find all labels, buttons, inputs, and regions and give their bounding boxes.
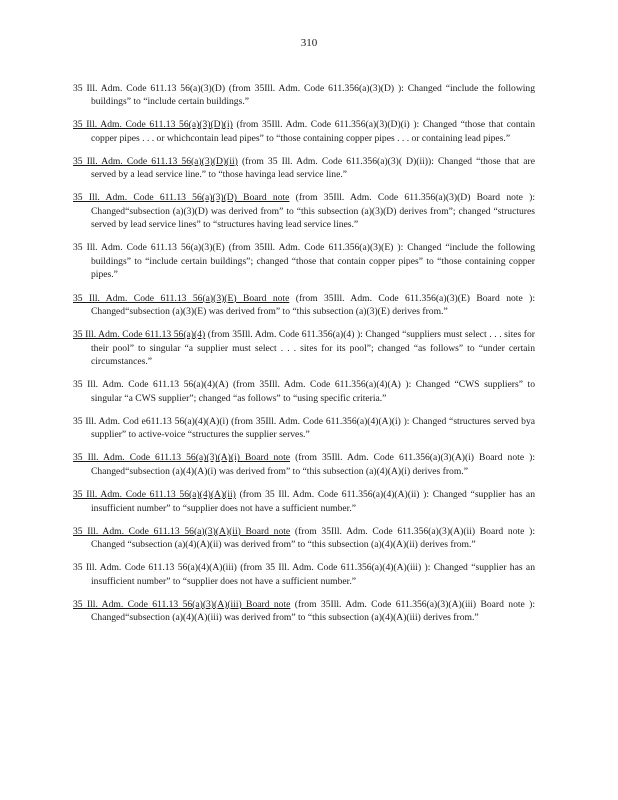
amendment-entry (73, 82, 535, 109)
amendment-entry (73, 191, 535, 232)
amendment-entry (73, 451, 535, 478)
entry-citation: 35 Ill. Adm. Code 611.13 56(a)(4)(A)(iii) (73, 562, 237, 574)
entry-text: (from 35Ill. Adm. Code 611.356(a)(3)(A)(ii) Board note ): Changed “subsection (a)(4)(A)(ii) was derived from” to “this subsection (a)(4)(A)(ii) derives from.” (91, 525, 535, 551)
amendment-entry (73, 155, 535, 182)
entry-citation: 35 Ill. Adm. Code 611.13 56(a)(3)(D) (73, 82, 226, 94)
entry-citation: 35 Ill. Adm. Code 611.13 56(a)(4) (73, 329, 206, 341)
entry-text: (from 35 Ill. Adm. Code 611.356(a)(3)( D)(ii)): Changed “those that are served by a lead service line.” to “those havinga lead service line.” (91, 155, 536, 181)
page-number: 310 (300, 37, 318, 49)
amendment-entry (73, 118, 535, 145)
entry-citation: 35 Ill. Adm. Code 611.13 56(a)(3)(E) Board note (73, 292, 290, 304)
amendment-list (73, 72, 535, 634)
entry-citation: 35 Ill. Adm. Code 611.13 56(a)(4)(A) (73, 379, 229, 391)
amendment-entry (73, 598, 535, 625)
entry-citation: 35 Ill. Adm. Code 611.13 56(a)(3)(A)(ii) Board note (73, 525, 291, 537)
amendment-entry (73, 378, 535, 405)
entry-text: (from 35Ill. Adm. Code 611.356(a)(3)(A)(iii) Board note ): Changed“subsection (a)(4)(A)(iii) was derived from” to “this subsection (a)(4)(A)(iii) derives from.” (91, 598, 535, 624)
entry-text: (from 35 Ill. Adm. Code 611.356(a)(4)(A)(ii) ): Changed “supplier has an insufficient number” to “supplier does not have a sufficient number.” (91, 489, 535, 514)
entry-text: (from 35Ill. Adm. Code 611.356(a)(4)(A)(i) ): Changed “structures served bya supplier” to active-voice “structures the supplier serves.” (91, 415, 535, 441)
entry-citation: 35 Ill. Adm. Code 611.13 56(a)(3)(D)(i) (73, 119, 233, 131)
entry-citation: 35 Ill. Adm. Code 611.13 56(a)(3)(A)(i) Board note (73, 452, 291, 464)
entry-citation: 35 Ill. Adm. Code 611.13 56(a)(3)(D) Board note (73, 192, 290, 204)
amendment-entry (73, 415, 535, 442)
amendment-entry (73, 241, 535, 282)
entry-text: (from 35Ill. Adm. Code 611.356(a)(3)(A)(i) Board note ): Changed“subsection (a)(4)(A)(i) was derived from” to “this subsection (a)(4)(A)(i) derives from.” (91, 452, 535, 477)
entry-citation: 35 Ill. Adm. Code 611.13 56(a)(4)(A)(ii) (73, 489, 236, 501)
entry-text: (from 35Ill. Adm. Code 611.356(a)(3)(D) ): Changed “include the following buildings” to “include certain buildings.” (91, 82, 536, 108)
entry-text: (from 35Ill. Adm. Code 611.356(a)(3)(E) Board note ): Changed“subsection (a)(3)(E) was derived from” to “this subsection (a)(3)(E) derives from.” (91, 292, 535, 318)
entry-citation: 35 Ill. Adm. Code 611.13 56(a)(3)(D)(ii) (73, 155, 238, 167)
amendment-entry (73, 525, 535, 552)
entry-text: (from 35Ill. Adm. Code 611.356(a)(4)(A) ): Changed “CWS suppliers” to singular “a CWS supplier”; changed “as follows” to “using specific criteria.” (91, 379, 535, 404)
entry-citation: 35 Ill. Adm. Cod e611.13 56(a)(4)(A)(i) (73, 415, 229, 427)
entry-text: (from 35Ill. Adm. Code 611.356(a)(3)(D) Board note ): Changed“subsection (a)(3)(D) was derived from” to “this subsection (a)(3)(D) derives from”; changed “structures served by lead service lines” to “structures having lead service lines.” (91, 192, 536, 231)
entry-text: (from 35Ill. Adm. Code 611.356(a)(3)(E) ): Changed “include the following buildings” to “include certain buildings”; changed “those that contain copper pipes” to “those containing copper pipes.” (91, 242, 535, 281)
amendment-entry (73, 292, 535, 319)
entry-text: (from 35Ill. Adm. Code 611.356(a)(3)(D)(i) ): Changed “those that contain copper pipes . . . or whichcontain lead pipes” to “those containing copper pipes . . . or containing lead pipes.” (91, 119, 535, 144)
entry-text: (from 35 Ill. Adm. Code 611.356(a)(4)(A)(iii) ): Changed “supplier has an insufficient number” to “supplier does not have a sufficient number.” (91, 562, 535, 587)
amendment-entry (73, 561, 535, 588)
amendment-entry (73, 328, 535, 369)
entry-text: (from 35Ill. Adm. Code 611.356(a)(4) ): Changed “suppliers must select . . . sites for their pool” to singular “a supplier must select . . . sites for its pool”; changed “as follows” to “under certain circumstances.” (91, 329, 535, 368)
amendment-entry (73, 488, 535, 515)
entry-citation: 35 Ill. Adm. Code 611.13 56(a)(3)(A)(iii) Board note (73, 598, 291, 610)
entry-citation: 35 Ill. Adm. Code 611.13 56(a)(3)(E) (73, 242, 225, 254)
